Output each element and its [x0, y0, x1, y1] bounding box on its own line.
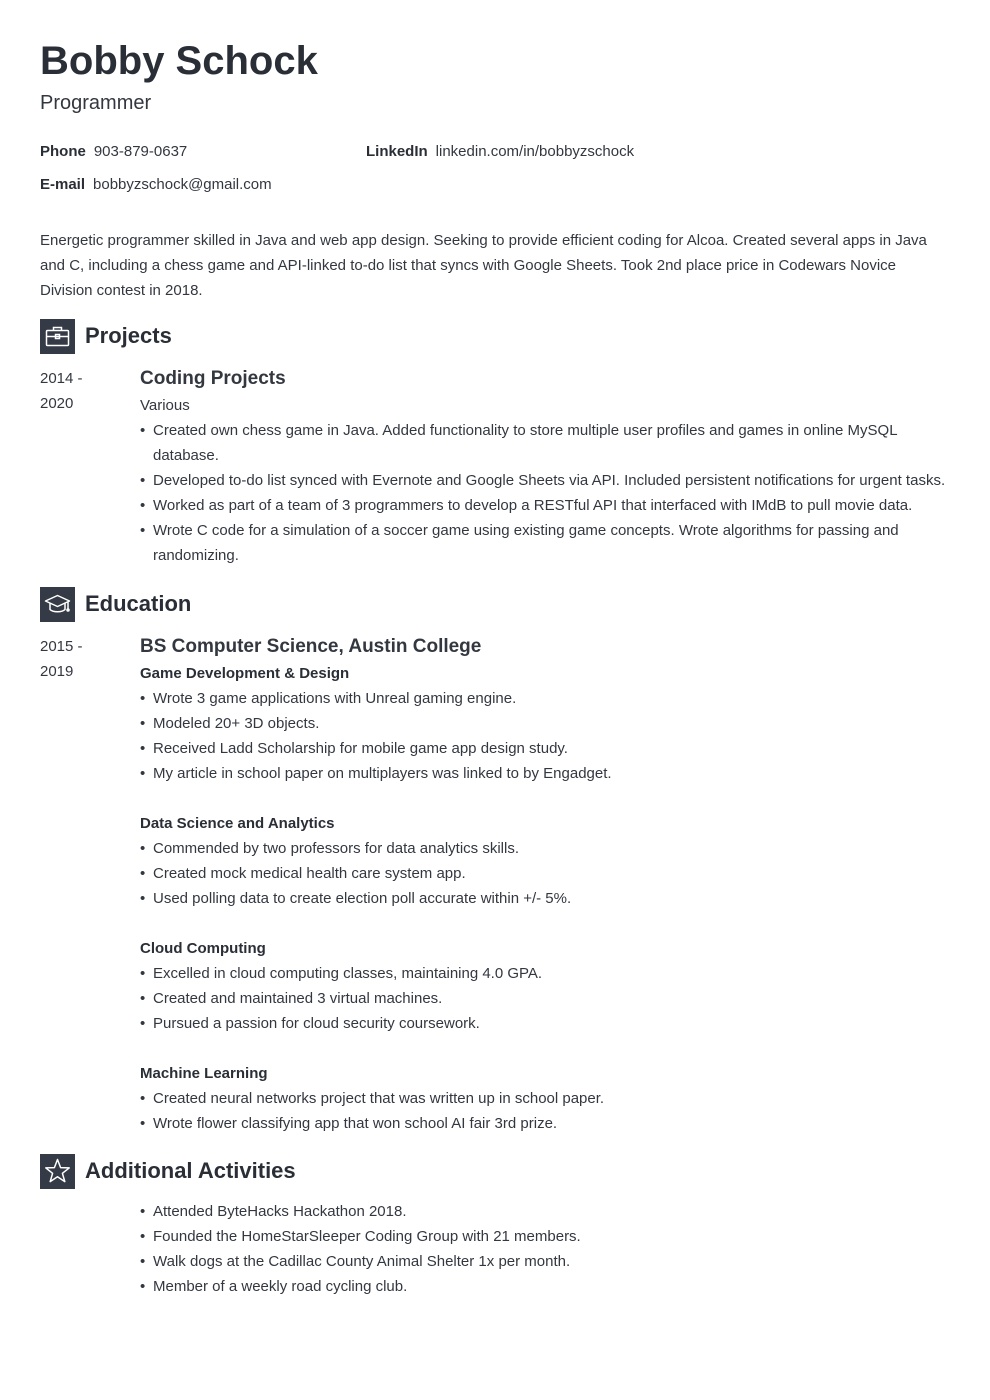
list-item: • Attended ByteHacks Hackathon 2018. [140, 1199, 950, 1224]
list-item: • Pursued a passion for cloud security coursework. [140, 1011, 950, 1036]
group-heading: Game Development & Design [140, 665, 350, 682]
education-entry-title: BS Computer Science, Austin College [140, 636, 482, 657]
projects-bullets [140, 418, 950, 568]
list-item: • Developed to-do list synced with Evernote and Google Sheets via API. Included persistent notifications for urgent tasks. [140, 468, 950, 493]
profile-summary: Energetic programmer skilled in Java and web app design. Seeking to provide efficient coding for Alcoa. Created several apps in Java and C, including a chess game and API-linked to-do list that syncs with Google Sheets. Took 2nd place price in Codewars Novice Division contest in 2018. [40, 232, 927, 299]
education-date-end: 2019 [40, 663, 74, 680]
education-section-header [40, 586, 191, 622]
group-heading: Cloud Computing [140, 940, 266, 957]
contact-linkedin [366, 143, 634, 161]
education-group-data-science [140, 811, 950, 911]
list-item: • Created neural networks project that was written up in school paper. [140, 1086, 950, 1111]
activities-bullets [140, 1199, 950, 1299]
list-item: • Worked as part of a team of 3 programmers to develop a RESTful API that interfaced with IMdB to pull movie data. [140, 493, 950, 518]
group-bullets [140, 836, 950, 911]
education-date-start: 2015 - [40, 638, 83, 655]
email-value[interactable]: bobbyzschock@gmail.com [93, 176, 272, 193]
activities-entry [140, 1199, 950, 1299]
education-entry [140, 635, 950, 1136]
list-item: • Founded the HomeStarSleeper Coding Group with 21 members. [140, 1224, 950, 1249]
projects-section-header [40, 318, 172, 354]
list-item: • Member of a weekly road cycling club. [140, 1274, 950, 1299]
group-bullets [140, 1086, 950, 1136]
list-item: • Used polling data to create election poll accurate within +/- 5%. [140, 886, 950, 911]
projects-date [40, 366, 120, 416]
activities-section-header [40, 1153, 296, 1189]
projects-title: Projects [85, 323, 172, 348]
list-item: • Excelled in cloud computing classes, maintaining 4.0 GPA. [140, 961, 950, 986]
projects-date-end: 2020 [40, 395, 74, 412]
briefcase-icon [40, 319, 75, 354]
list-item: • My article in school paper on multiplayers was linked to by Engadget. [140, 761, 950, 786]
contact-phone [40, 143, 187, 161]
education-group-game-dev [140, 661, 950, 786]
group-bullets [140, 961, 950, 1036]
email-label: E-mail [40, 176, 86, 193]
projects-entry [140, 367, 950, 568]
list-item: • Modeled 20+ 3D objects. [140, 711, 950, 736]
phone-label: Phone [40, 143, 86, 160]
linkedin-value[interactable]: linkedin.com/in/bobbyzschock [435, 143, 635, 160]
projects-entry-title: Coding Projects [140, 368, 286, 389]
phone-value: 903-879-0637 [93, 143, 188, 160]
list-item: • Created and maintained 3 virtual machines. [140, 986, 950, 1011]
list-item: • Wrote C code for a simulation of a soccer game using existing game concepts. Wrote algorithms for passing and randomizing. [140, 518, 950, 568]
list-item: • Wrote flower classifying app that won school AI fair 3rd prize. [140, 1111, 950, 1136]
activities-title: Additional Activities [85, 1158, 296, 1183]
list-item: • Commended by two professors for data analytics skills. [140, 836, 950, 861]
list-item: • Wrote 3 game applications with Unreal gaming engine. [140, 686, 950, 711]
list-item: • Walk dogs at the Cadillac County Animal Shelter 1x per month. [140, 1249, 950, 1274]
list-item: • Created mock medical health care system app. [140, 861, 950, 886]
projects-entry-subtitle: Various [140, 397, 190, 414]
group-bullets [140, 686, 950, 786]
linkedin-label: LinkedIn [366, 143, 428, 160]
education-group-cloud [140, 936, 950, 1036]
education-group-machine-learning [140, 1061, 950, 1136]
education-title: Education [85, 591, 192, 616]
group-heading: Data Science and Analytics [140, 815, 335, 832]
list-item: • Created own chess game in Java. Added functionality to store multiple user profiles and games in online MySQL database. [140, 418, 950, 468]
graduation-cap-icon [40, 587, 75, 622]
list-item: • Received Ladd Scholarship for mobile game app design study. [140, 736, 950, 761]
projects-date-start: 2014 - [40, 370, 83, 387]
candidate-role: Programmer [40, 92, 152, 114]
contact-email [40, 176, 272, 194]
group-heading: Machine Learning [140, 1065, 268, 1082]
candidate-name: Bobby Schock [40, 39, 318, 83]
education-date [40, 634, 120, 684]
star-icon [40, 1154, 75, 1189]
